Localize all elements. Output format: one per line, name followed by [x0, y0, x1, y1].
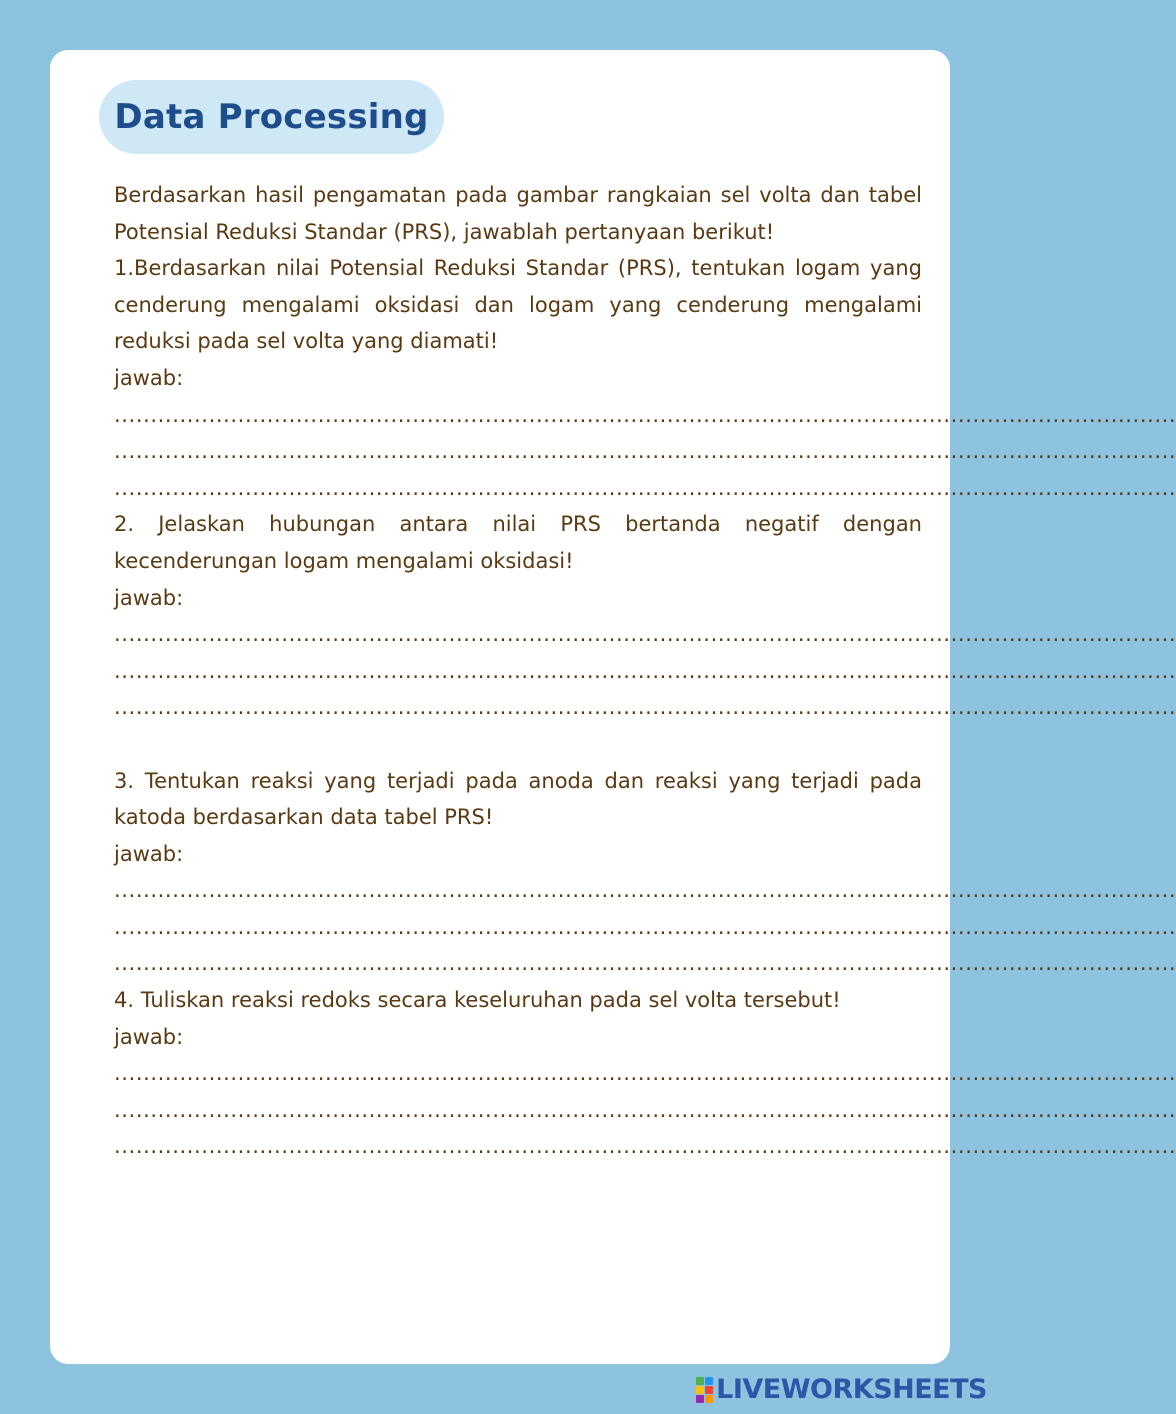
answer-line[interactable]: .................................................................................................................................................. [114, 439, 1176, 464]
answer-line[interactable]: .................................................................................................................................................. [114, 1097, 1176, 1122]
answer-line[interactable]: .................................................................................................................................................. [114, 1061, 1176, 1086]
question-block-3 [114, 763, 1176, 983]
worksheet-content [114, 177, 1176, 1165]
question-text-4: 4. Tuliskan reaksi redoks secara keseluruhan pada sel volta tersebut! [114, 988, 841, 1013]
answer-label-3: jawab: [114, 841, 184, 866]
question-text-1: 1.Berdasarkan nilai Potensial Reduksi Standar (PRS), tentukan logam yang cenderung mengalami oksidasi dan logam yang cenderung mengalami reduksi pada sel volta yang diamati! [114, 256, 922, 354]
answer-label-1: jawab: [114, 365, 184, 390]
answer-line[interactable]: .................................................................................................................................................. [114, 951, 1176, 976]
question-block-4 [114, 982, 1176, 1165]
question-block-1 [114, 250, 1176, 506]
worksheet-card [50, 50, 1176, 1364]
answer-line[interactable]: .................................................................................................................................................. [114, 622, 1176, 647]
liveworksheets-logo-icon [696, 1377, 713, 1403]
title-pill [99, 80, 444, 154]
liveworksheets-brand: LIVEWORKSHEETS [716, 1374, 987, 1405]
answer-line[interactable]: .................................................................................................................................................. [114, 475, 1176, 500]
question-text-3: 3. Tentukan reaksi yang terjadi pada anoda dan reaksi yang terjadi pada katoda berdasarkan data tabel PRS! [114, 768, 922, 830]
spacer [114, 726, 922, 763]
question-text-2: 2. Jelaskan hubungan antara nilai PRS bertanda negatif dengan kecenderungan logam mengalami oksidasi! [114, 512, 922, 573]
answer-line[interactable]: .................................................................................................................................................. [114, 658, 1176, 683]
answer-label-4: jawab: [114, 1024, 184, 1049]
answer-line[interactable]: .................................................................................................................................................. [114, 878, 1176, 903]
answer-line[interactable]: .................................................................................................................................................. [114, 1134, 1176, 1159]
answer-line[interactable]: .................................................................................................................................................. [114, 695, 1176, 720]
question-block-2 [114, 506, 1176, 726]
answer-line[interactable]: .................................................................................................................................................. [114, 914, 1176, 939]
page-title: Data Processing [114, 97, 429, 137]
intro-text: Berdasarkan hasil pengamatan pada gambar rangkaian sel volta dan tabel Potensial Reduksi Standar (PRS), jawablah pertanyaan berikut! [114, 183, 922, 244]
answer-label-2: jawab: [114, 585, 184, 610]
liveworksheets-footer[interactable] [696, 1374, 987, 1405]
answer-line[interactable]: .................................................................................................................................................. [114, 402, 1176, 427]
